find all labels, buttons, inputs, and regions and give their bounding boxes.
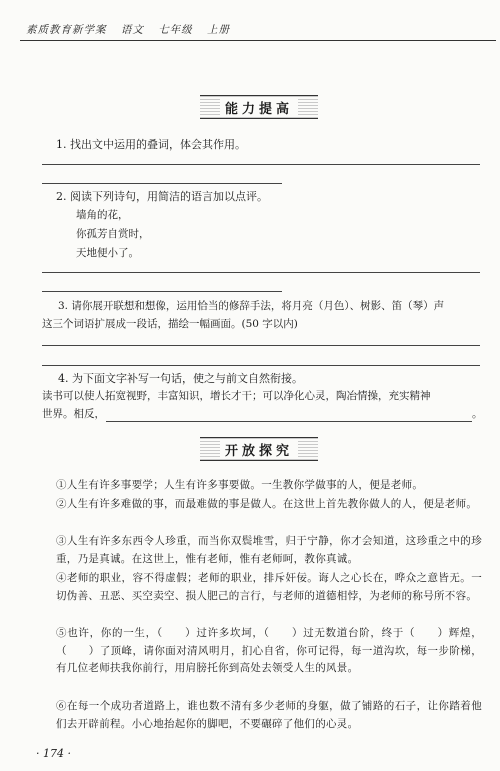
running-header: [26, 22, 494, 37]
fill-in-line: [106, 421, 472, 422]
header-rule: [20, 40, 496, 41]
paragraph-6: ⑥在每一个成功者道路上，谁也数不清有多少老师的身躯，做了铺路的石子，让你踏着他们去开辟前程。小心地抬起你的脚吧，不要碾碎了他们的心灵。: [56, 700, 482, 730]
grade-label: 七年级: [158, 24, 193, 36]
poem-line-3: 天地便小了。: [76, 247, 139, 259]
period-mark: 。: [472, 408, 483, 420]
volume-label: 上册: [207, 24, 231, 36]
section-title-text: 能力提高: [220, 98, 298, 117]
section-title-text: 开放探究: [220, 440, 298, 459]
question-2: 2. 阅读下列诗句，用简洁的语言加以点评。: [56, 190, 268, 203]
section-title-explore: [200, 437, 318, 461]
answer-line: [42, 345, 480, 346]
question-4: 4. 为下面文字补写一句话，使之与前文自然衔接。: [58, 372, 303, 385]
question-1: 1. 找出文中运用的叠词，体会其作用。: [56, 138, 246, 151]
answer-line: [42, 365, 480, 366]
paragraph-3: ③人生有许多东西令人珍重，而当你双鬓堆雪，归于宁静，你才会知道，这珍重之中的珍重，乃是真诚。在这世上，惟有老师，惟有老师呵，教你真诚。: [56, 535, 482, 565]
answer-line: [42, 164, 480, 165]
paragraph-1: ①人生有许多事要学；人生有许多事要做。一生教你学做事的人，便是老师。: [56, 479, 424, 491]
page-number: · 174 ·: [36, 747, 71, 760]
paragraph-5: ⑤也许，你的一生，（ ）过许多坎坷，（ ）过无数道台阶，终于（ ）辉煌，（ ）了顶峰，请你面对清风明月，扪心自省，你可记得，每一道沟坎，每一步阶梯，有几位老师扶我你前行，用肩膀托你到高处去领受人生的风景。: [56, 627, 482, 674]
poem-line-1: 墙角的花，: [76, 209, 129, 221]
section-title-ability: [200, 95, 318, 119]
question-3-line-2: 这三个词语扩展成一段话，描绘一幅画面。(50 字以内): [42, 318, 298, 330]
answer-line: [42, 183, 282, 184]
paragraph-4: ④老师的职业，容不得虚假；老师的职业，排斥奸佞。诲人之心长在，哗众之意皆无。一切伪善、丑恶、买空卖空、损人肥己的言行，与老师的道德相悖，为老师的称号所不容。: [56, 572, 482, 602]
question-4-passage-2: 世界。相反，: [42, 408, 105, 420]
poem-line-2: 你孤芳自赏时，: [76, 228, 150, 240]
paragraph-2: ②人生有许多难做的事，而最难做的事是做人。在这世上首先教你做人的人，便是老师。: [56, 498, 478, 510]
answer-line: [42, 272, 480, 273]
question-3-line-1: 3. 请你展开联想和想像，运用恰当的修辞手法，将月亮（月色）、树影、笛（琴）声: [58, 300, 445, 312]
answer-line: [42, 291, 282, 292]
subject-label: 语文: [120, 24, 144, 36]
book-title: 素质教育新学案: [26, 24, 107, 36]
question-4-passage-1: 读书可以使人拓宽视野，丰富知识，增长才干；可以净化心灵，陶冶情操，充实精神: [42, 390, 431, 402]
